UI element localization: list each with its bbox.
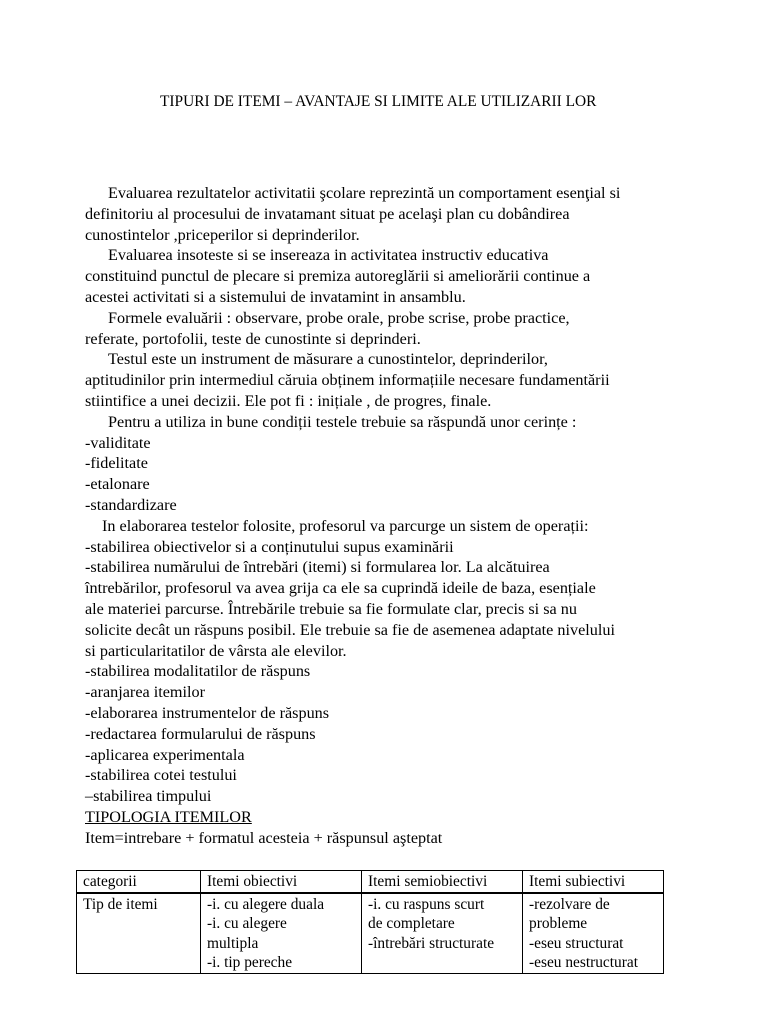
paragraph-line: ale materiei parcurse. Întrebările trebuie sa fie formulate clar, precis si sa nu bbox=[85, 599, 577, 618]
paragraph-line: Evaluarea rezultatelor activitatii şcolare reprezintă un comportament esenţial si bbox=[108, 184, 621, 202]
document-title: TIPURI DE ITEMI – AVANTAJE SI LIMITE ALE UTILIZARII LOR bbox=[160, 93, 597, 110]
list-item: -aplicarea experimentala bbox=[85, 745, 245, 764]
cell-line: -eseu nestructurat bbox=[529, 954, 638, 971]
paragraph-line: Formele evaluării : observare, probe orale, probe scrise, probe practice, bbox=[108, 308, 570, 327]
paragraph-line: stiintifice a unei decizii. Ele pot fi : inițiale , de progres, finale. bbox=[85, 391, 492, 410]
list-item: -stabilirea cotei testului bbox=[85, 766, 237, 785]
paragraph-line: Evaluarea insoteste si se insereaza in activitatea instructiv educativa bbox=[108, 246, 549, 265]
table-header-row bbox=[77, 871, 664, 893]
table-cell bbox=[523, 893, 664, 974]
table-row bbox=[77, 893, 664, 974]
cell-line: -întrebări structurate bbox=[368, 934, 495, 952]
table-header-cell: categorii bbox=[77, 871, 201, 893]
definition-line: Item=intrebare + formatul acesteia + răspunsul aşteptat bbox=[85, 828, 443, 847]
paragraph-line: Testul este un instrument de măsurare a cunostintelor, deprinderilor, bbox=[108, 350, 548, 369]
table-cell bbox=[201, 893, 362, 974]
list-item: -validitate bbox=[85, 433, 151, 452]
list-item: -etalonare bbox=[85, 475, 150, 494]
document-body bbox=[85, 183, 685, 849]
paragraph-line: aptitudinilor prin intermediul căruia obținem informațiile necesare fundamentării bbox=[85, 371, 610, 390]
cell-line: -eseu structurat bbox=[529, 934, 624, 952]
paragraph-line: solicite decât un răspuns posibil. Ele trebuie sa fie de asemenea adaptate nivelului bbox=[85, 620, 615, 639]
section-heading: TIPOLOGIA ITEMILOR bbox=[85, 807, 252, 826]
item-types-table bbox=[76, 870, 664, 974]
paragraph-line: întrebărilor, profesorul va avea grija ca ele sa cuprindă ideile de baza, esențiale bbox=[85, 579, 596, 598]
list-item: -fidelitate bbox=[85, 454, 148, 473]
list-item: -stabilirea obiectivelor si a conținutului supus examinării bbox=[85, 537, 454, 556]
cell-line: -i. cu alegere duala bbox=[207, 895, 325, 913]
cell-line: de completare bbox=[368, 915, 455, 932]
paragraph-line: In elaborarea testelor folosite, profesorul va parcurge un sistem de operații: bbox=[102, 516, 589, 535]
list-item: -aranjarea itemilor bbox=[85, 683, 205, 702]
list-item: -elaborarea instrumentelor de răspuns bbox=[85, 703, 330, 722]
cell-line: probleme bbox=[529, 915, 588, 932]
paragraph-line: acestei activitati si a sistemului de invatamint in ansamblu. bbox=[85, 287, 466, 306]
paragraph-line: Pentru a utiliza in bune condiții testele trebuie sa răspundă unor cerințe : bbox=[108, 412, 577, 431]
paragraph-line: cunostintelor ,priceperilor si deprinderilor. bbox=[85, 225, 360, 244]
list-item: -standardizare bbox=[85, 495, 177, 514]
paragraph-line: definitoriu al procesului de invatamant situat pe acelaşi plan cu dobândirea bbox=[85, 204, 570, 223]
paragraph-line: referate, portofolii, teste de cunostinte si deprinderi. bbox=[85, 329, 421, 348]
cell-line: -i. cu raspuns scurt bbox=[368, 895, 485, 913]
paragraph-line: constituind punctul de plecare si premiza autoreglării si ameliorării continue a bbox=[85, 267, 591, 286]
list-item: –stabilirea timpului bbox=[85, 787, 212, 806]
table-cell: Tip de itemi bbox=[77, 893, 201, 974]
list-item: -stabilirea numărului de întrebări (itemi) si formularea lor. La alcătuirea bbox=[85, 558, 550, 577]
cell-line: -i. tip pereche bbox=[207, 954, 293, 971]
table-header-cell: Itemi subiectivi bbox=[523, 871, 664, 893]
cell-line: -rezolvare de bbox=[529, 895, 610, 913]
table-header-cell: Itemi semiobiectivi bbox=[362, 871, 523, 893]
list-item: -redactarea formularului de răspuns bbox=[85, 724, 316, 743]
list-item: -stabilirea modalitatilor de răspuns bbox=[85, 662, 311, 681]
cell-line: -i. cu alegere bbox=[207, 915, 287, 932]
cell-line: multipla bbox=[207, 934, 259, 952]
table-cell bbox=[362, 893, 523, 974]
paragraph-line: si particularitatilor de vârsta ale elevilor. bbox=[85, 641, 347, 660]
table-header-cell: Itemi obiectivi bbox=[201, 871, 362, 893]
